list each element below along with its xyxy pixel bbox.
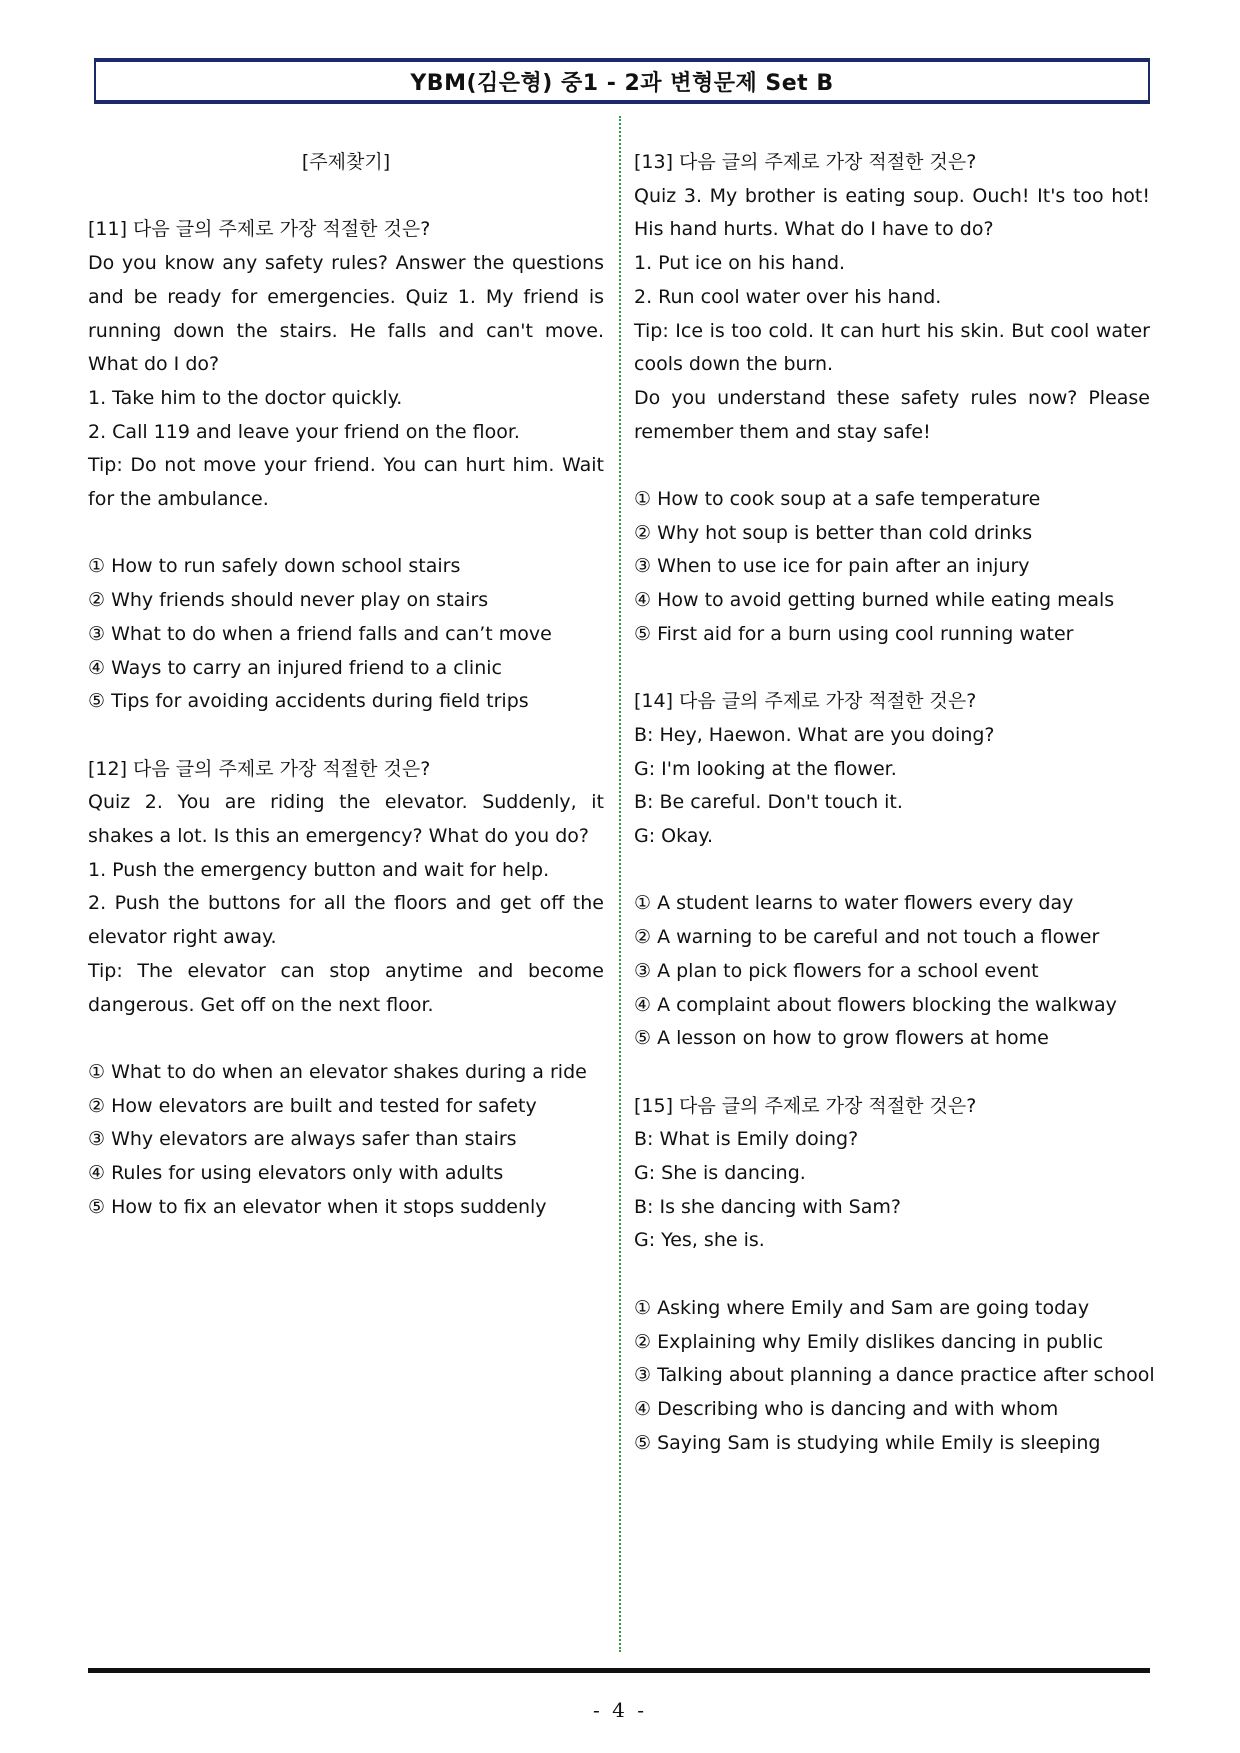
passage-step: 1. Push the emergency button and wait for help.	[88, 858, 550, 881]
answer-option[interactable]: ① Asking where Emily and Sam are going today	[634, 1296, 1090, 1319]
answer-option[interactable]: ① A student learns to water flowers every day	[634, 892, 1074, 915]
answer-option[interactable]: ③ Talking about planning a dance practice after school	[634, 1364, 1155, 1387]
answer-option[interactable]: ④ How to avoid getting burned while eating meals	[634, 589, 1115, 612]
page-number: - 4 -	[593, 1698, 647, 1722]
answer-option[interactable]: ② Why friends should never play on stairs	[88, 589, 489, 612]
answer-option[interactable]: ② Why hot soup is better than cold drinks	[634, 521, 1033, 544]
passage-step: 1. Put ice on his hand.	[634, 252, 846, 275]
question-15	[634, 1090, 1155, 1461]
question-passage: Quiz 2. You are riding the elevator. Suddenly, it shakes a lot. Is this an emergency? What do you do?	[88, 791, 604, 848]
passage-tip: Tip: Ice is too cold. It can hurt his skin. But cool water cools down the burn.	[634, 319, 1150, 376]
answer-option[interactable]: ④ Describing who is dancing and with whom	[634, 1397, 1059, 1420]
right-column	[634, 146, 1155, 1460]
footer-rule	[88, 1668, 1150, 1673]
dialogue-line: G: Okay.	[634, 825, 714, 848]
passage-closing: Do you understand these safety rules now? Please remember them and stay safe!	[634, 386, 1150, 443]
passage-step: 2. Run cool water over his hand.	[634, 285, 942, 308]
dialogue-line: B: What is Emily doing?	[634, 1128, 859, 1151]
question-stem: [11] 다음 글의 주제로 가장 적절한 것은?	[88, 218, 431, 241]
dialogue-line: G: Yes, she is.	[634, 1229, 765, 1252]
answer-option[interactable]: ① What to do when an elevator shakes during a ride	[88, 1060, 587, 1083]
question-stem: [13] 다음 글의 주제로 가장 적절한 것은?	[634, 151, 977, 173]
section-label: [주제찾기]	[301, 151, 391, 173]
question-14	[634, 685, 1150, 1056]
answer-option[interactable]: ④ Ways to carry an injured friend to a clinic	[88, 656, 502, 679]
answer-option[interactable]: ⑤ First aid for a burn using cool running water	[634, 622, 1074, 645]
passage-step: 1. Take him to the doctor quickly.	[88, 386, 403, 409]
answer-option[interactable]: ⑤ Tips for avoiding accidents during field trips	[88, 690, 529, 713]
question-stem: [15] 다음 글의 주제로 가장 적절한 것은?	[634, 1094, 977, 1117]
left-column	[88, 146, 604, 1224]
dialogue-line: B: Hey, Haewon. What are you doing?	[634, 723, 995, 746]
passage-step: 2. Call 119 and leave your friend on the floor.	[88, 420, 520, 443]
question-11	[88, 213, 604, 719]
passage-step: 2. Push the buttons for all the floors and get off the elevator right away.	[88, 892, 604, 949]
passage-tip: Tip: Do not move your friend. You can hurt him. Wait for the ambulance.	[88, 454, 604, 511]
answer-option[interactable]: ③ What to do when a friend falls and can’t move	[88, 622, 552, 645]
answer-option[interactable]: ⑤ How to fix an elevator when it stops suddenly	[88, 1195, 547, 1218]
question-stem: [14] 다음 글의 주제로 가장 적절한 것은?	[634, 690, 977, 713]
answer-option[interactable]: ③ A plan to pick flowers for a school event	[634, 959, 1039, 982]
column-divider	[619, 116, 621, 1652]
answer-option[interactable]: ⑤ Saying Sam is studying while Emily is sleeping	[634, 1431, 1101, 1454]
dialogue-line: G: She is dancing.	[634, 1162, 806, 1185]
page-title: YBM(김은형) 중1 - 2과 변형문제 Set B	[94, 58, 1150, 104]
dialogue-line: B: Is she dancing with Sam?	[634, 1195, 901, 1218]
passage-tip: Tip: The elevator can stop anytime and become dangerous. Get off on the next floor.	[88, 959, 604, 1016]
dialogue-line: B: Be careful. Don't touch it.	[634, 791, 903, 814]
question-13	[634, 146, 1150, 652]
question-passage: Do you know any safety rules? Answer the questions and be ready for emergencies. Quiz 1. My friend is running down the stairs. He falls and can't move. What do I do?	[88, 252, 604, 376]
question-12	[88, 753, 604, 1225]
answer-option[interactable]: ① How to run safely down school stairs	[88, 555, 461, 578]
answer-option[interactable]: ⑤ A lesson on how to grow flowers at home	[634, 1027, 1049, 1050]
answer-option[interactable]: ② Explaining why Emily dislikes dancing in public	[634, 1330, 1104, 1353]
answer-option[interactable]: ② A warning to be careful and not touch a flower	[634, 926, 1100, 949]
question-stem: [12] 다음 글의 주제로 가장 적절한 것은?	[88, 757, 431, 780]
question-passage: Quiz 3. My brother is eating soup. Ouch! It's too hot! His hand hurts. What do I have to do?	[634, 184, 1150, 241]
answer-option[interactable]: ③ When to use ice for pain after an injury	[634, 555, 1030, 578]
answer-option[interactable]: ④ Rules for using elevators only with adults	[88, 1162, 504, 1185]
dialogue-line: G: I'm looking at the flower.	[634, 757, 897, 780]
answer-option[interactable]: ④ A complaint about flowers blocking the walkway	[634, 993, 1117, 1016]
answer-option[interactable]: ① How to cook soup at a safe temperature	[634, 488, 1041, 511]
answer-option[interactable]: ② How elevators are built and tested for safety	[88, 1094, 537, 1117]
answer-option[interactable]: ③ Why elevators are always safer than stairs	[88, 1128, 517, 1151]
